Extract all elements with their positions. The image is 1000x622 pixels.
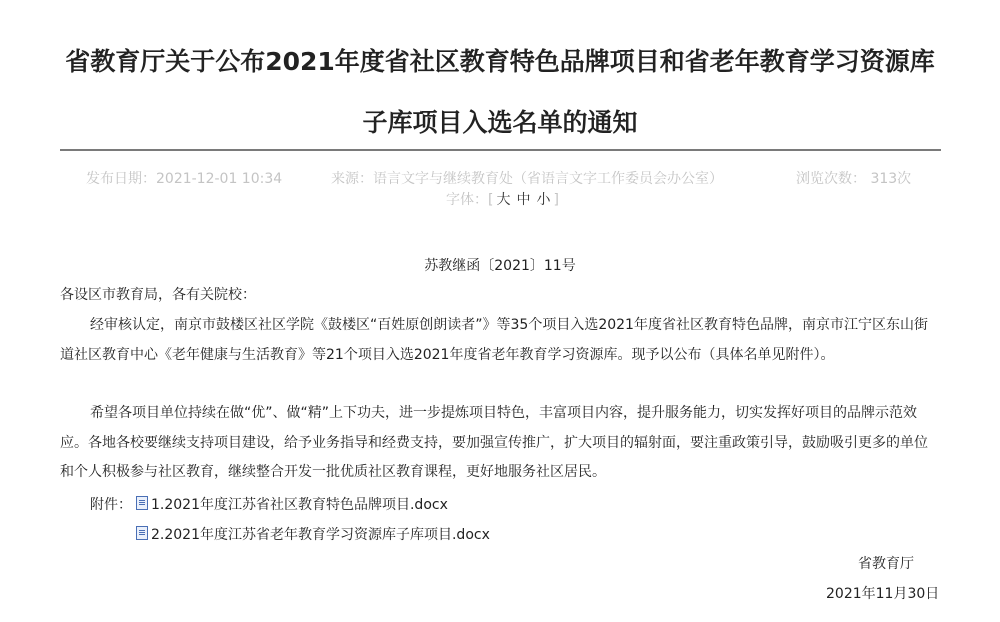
body-paragraph-2: 希望各项目单位持续在做“优”、做“精”上下功夫，进一步提炼项目特色，丰富项目内容，提升服务能力，切实发挥好项目的品牌示范效应。各地各校要继续支持项目建设，给予业务指导和经费支持，要加强宣传推广，扩大项目的辐射面，要注重政策引导，鼓励吸引更多的单位和个人积极参与社区教育，继续整合开发一批优质社区教育课程，更好地服务社区居民。 — [60, 405, 928, 480]
font-size-open-bracket: [ — [488, 192, 494, 208]
attachment-link-2[interactable] — [136, 524, 490, 544]
document-number: 苏教继函〔2021〕11号 — [424, 258, 576, 274]
issue-date: 2021年11月30日 — [826, 586, 940, 602]
attachment-name: 2.2021年度江苏省老年教育学习资源库子库项目.docx — [151, 527, 490, 543]
page-title-line1: 省教育厅关于公布2021年度省社区教育特色品牌项目和省老年教育学习资源库 — [65, 47, 935, 76]
font-size-label: 字体： — [446, 192, 488, 208]
issuer-signature: 省教育厅 — [858, 556, 914, 572]
attachments-label: 附件： — [90, 497, 132, 513]
view-count: 浏览次数： 313次 — [796, 171, 912, 187]
page-title-line2: 子库项目入选名单的通知 — [362, 108, 638, 137]
attachment-link-1[interactable] — [136, 494, 448, 514]
body-paragraph-1: 经审核认定，南京市鼓楼区社区学院《鼓楼区“百姓原创朗读者”》等35个项目入选2021年度省社区教育特色品牌，南京市江宁区东山街道社区教育中心《老年健康与生活教育》等21个项目入选2021年度省老年教育学习资源库。现予以公布（具体名单见附件）。 — [60, 317, 928, 363]
attachment-name: 1.2021年度江苏省社区教育特色品牌项目.docx — [151, 497, 448, 513]
salutation: 各设区市教育局，各有关院校： — [60, 287, 256, 303]
source-info: 来源：语言文字与继续教育处（省语言文字工作委员会办公室） — [331, 171, 723, 187]
font-size-close-bracket: ] — [553, 192, 559, 208]
publish-date: 发布日期：2021-12-01 10:34 — [86, 171, 283, 187]
doc-file-icon — [136, 496, 148, 510]
doc-file-icon — [136, 526, 148, 540]
title-divider — [60, 149, 941, 151]
font-size-small-link[interactable]: 小 — [536, 192, 551, 208]
font-size-switcher — [446, 189, 559, 209]
font-size-medium-link[interactable]: 中 — [516, 192, 531, 208]
font-size-large-link[interactable]: 大 — [496, 192, 511, 208]
